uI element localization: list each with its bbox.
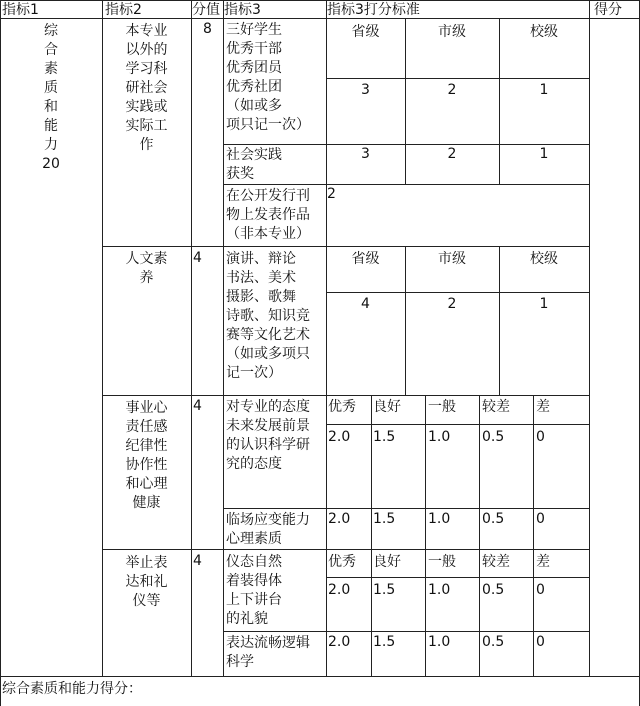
grid-line — [0, 0, 1, 706]
criteria-header-average: 一般 — [428, 554, 456, 570]
grid-line — [499, 246, 500, 396]
header-result: 得分 — [594, 2, 622, 18]
indicator3-manners: 仪态自然 着装得体 上下讲台 的礼貌 — [226, 554, 282, 627]
indicator3-social-practice: 社会实践 获奖 — [226, 147, 282, 182]
grid-line — [102, 549, 590, 550]
criteria-value-city: 2 — [447, 146, 457, 162]
criteria-value-poor: 0.5 — [482, 429, 505, 445]
criteria-value-average: 1.0 — [428, 511, 451, 527]
header-score: 分值 — [192, 2, 220, 18]
grid-line — [326, 78, 590, 79]
score-practice: 8 — [203, 21, 212, 37]
criteria-value-excellent: 2.0 — [328, 634, 351, 650]
header-indicator1: 指标1 — [2, 2, 39, 18]
criteria-value-bad: 0 — [536, 429, 545, 445]
criteria-header-bad: 差 — [536, 399, 550, 415]
grid-line — [191, 0, 192, 677]
criteria-value-bad: 0 — [536, 511, 545, 527]
grid-line — [0, 18, 640, 19]
criteria-header-city: 市级 — [438, 24, 466, 40]
grid-line — [223, 0, 224, 677]
score-etiquette: 4 — [193, 553, 202, 569]
header-indicator2: 指标2 — [105, 2, 142, 18]
criteria-value-city: 2 — [447, 296, 457, 312]
grid-line — [533, 395, 534, 677]
criteria-header-school: 校级 — [530, 24, 558, 40]
criteria-value-average: 1.0 — [428, 582, 451, 598]
criteria-value-poor: 0.5 — [482, 634, 505, 650]
criteria-value-provincial: 4 — [361, 296, 370, 312]
indicator2-responsibility: 事业心 责任感 纪律性 协作性 和心理 健康 — [125, 400, 168, 511]
criteria-value-poor: 0.5 — [482, 511, 505, 527]
indicator3-expression: 表达流畅逻辑 科学 — [226, 635, 310, 670]
criteria-value-poor: 0.5 — [482, 582, 505, 598]
indicator3-attitude: 对专业的态度 未来发展前景 的认识科学研 究的态度 — [226, 399, 310, 472]
criteria-header-poor: 较差 — [482, 554, 510, 570]
grid-line — [405, 246, 406, 396]
criteria-value-good: 1.5 — [373, 582, 396, 598]
grid-line — [371, 395, 372, 677]
grid-line — [102, 395, 590, 396]
criteria-header-excellent: 优秀 — [328, 554, 356, 570]
criteria-value-city: 2 — [447, 82, 457, 98]
criteria-value-provincial: 3 — [361, 146, 370, 162]
total-score-label: 综合素质和能力得分： — [2, 681, 142, 697]
criteria-header-city: 市级 — [438, 251, 466, 267]
grid-line — [102, 246, 590, 247]
criteria-header-provincial: 省级 — [351, 24, 380, 40]
indicator2-humanities: 人文素 养 — [125, 251, 168, 286]
criteria-value-school: 1 — [539, 146, 549, 162]
criteria-header-school: 校级 — [530, 251, 558, 267]
criteria-value-average: 1.0 — [428, 634, 451, 650]
indicator3-arts: 演讲、辩论 书法、美术 摄影、歌舞 诗歌、知识竞 赛等文化艺术 （如或多项只 记一次） — [226, 251, 310, 381]
indicator3-adaptability: 临场应变能力 心理素质 — [226, 512, 310, 547]
criteria-value-good: 1.5 — [373, 511, 396, 527]
criteria-header-provincial: 省级 — [351, 251, 380, 267]
grid-line — [224, 144, 590, 145]
criteria-value-good: 1.5 — [373, 429, 396, 445]
grid-line — [589, 0, 590, 677]
criteria-value-provincial: 3 — [361, 82, 370, 98]
criteria-value-school: 1 — [539, 82, 549, 98]
indicator3-publication: 在公开发行刊 物上发表作品 （非本专业） — [226, 188, 310, 242]
criteria-header-average: 一般 — [428, 399, 456, 415]
grid-line — [405, 18, 406, 185]
indicator2-practice: 本专业 以外的 学习科 研社会 实践或 实际工 作 — [125, 23, 168, 153]
grid-line — [224, 631, 590, 632]
grid-line — [102, 0, 103, 677]
indicator3-honors: 三好学生 优秀干部 优秀团员 优秀社团 （如或多 项只记一次） — [226, 22, 310, 133]
criteria-value-school: 1 — [539, 296, 549, 312]
score-responsibility: 4 — [193, 398, 202, 414]
grid-line — [499, 18, 500, 185]
criteria-value-publication: 2 — [327, 186, 336, 202]
criteria-value-good: 1.5 — [373, 634, 396, 650]
grid-line — [224, 184, 590, 185]
header-indicator3: 指标3 — [224, 2, 261, 18]
grid-line — [0, 676, 640, 677]
criteria-value-average: 1.0 — [428, 429, 451, 445]
grid-line — [224, 508, 590, 509]
header-criteria: 指标3打分标准 — [327, 2, 420, 18]
grid-line — [479, 395, 480, 677]
score-humanities: 4 — [193, 250, 202, 266]
criteria-value-excellent: 2.0 — [328, 429, 351, 445]
grid-line — [326, 0, 327, 677]
grid-line — [326, 424, 590, 425]
grid-line — [0, 0, 640, 1]
grid-line — [326, 292, 590, 293]
criteria-header-bad: 差 — [536, 554, 550, 570]
grid-line — [425, 395, 426, 677]
criteria-value-excellent: 2.0 — [328, 511, 351, 527]
criteria-value-bad: 0 — [536, 634, 545, 650]
criteria-value-excellent: 2.0 — [328, 582, 351, 598]
indicator1-label: 综 合 素 质 和 能 力 20 — [42, 23, 60, 172]
criteria-header-poor: 较差 — [482, 399, 510, 415]
criteria-header-excellent: 优秀 — [328, 399, 356, 415]
criteria-value-bad: 0 — [536, 582, 545, 598]
indicator2-etiquette: 举止表 达和礼 仪等 — [125, 555, 168, 609]
criteria-header-good: 良好 — [373, 554, 401, 570]
grid-line — [326, 577, 590, 578]
criteria-header-good: 良好 — [373, 399, 401, 415]
